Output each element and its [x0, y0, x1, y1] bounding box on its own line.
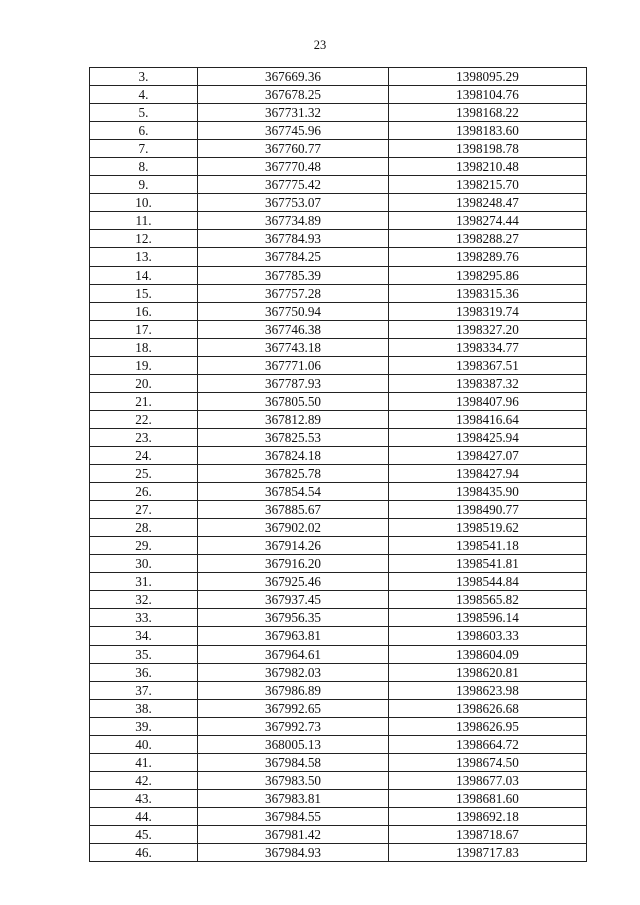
table-row [90, 338, 587, 356]
point-number-cell: 13. [90, 248, 198, 266]
point-number-cell: 23. [90, 428, 198, 446]
y-coordinate-cell: 1398664.72 [389, 735, 587, 753]
y-coordinate-cell: 1398692.18 [389, 807, 587, 825]
point-number-cell: 6. [90, 122, 198, 140]
y-coordinate-cell: 1398319.74 [389, 302, 587, 320]
y-coordinate-cell: 1398289.76 [389, 248, 587, 266]
table-row [90, 771, 587, 789]
x-coordinate-cell: 367983.50 [198, 771, 389, 789]
table-row [90, 230, 587, 248]
x-coordinate-cell: 367750.94 [198, 302, 389, 320]
table-row [90, 789, 587, 807]
table-row [90, 483, 587, 501]
x-coordinate-cell: 367914.26 [198, 537, 389, 555]
x-coordinate-cell: 367678.25 [198, 86, 389, 104]
x-coordinate-cell: 367825.53 [198, 428, 389, 446]
table-row [90, 392, 587, 410]
y-coordinate-cell: 1398565.82 [389, 591, 587, 609]
table-row [90, 663, 587, 681]
y-coordinate-cell: 1398334.77 [389, 338, 587, 356]
x-coordinate-cell: 367854.54 [198, 483, 389, 501]
x-coordinate-cell: 367746.38 [198, 320, 389, 338]
point-number-cell: 27. [90, 501, 198, 519]
y-coordinate-cell: 1398541.81 [389, 555, 587, 573]
x-coordinate-cell: 368005.13 [198, 735, 389, 753]
table-row [90, 609, 587, 627]
table-row [90, 212, 587, 230]
x-coordinate-cell: 367775.42 [198, 176, 389, 194]
x-coordinate-cell: 367825.78 [198, 465, 389, 483]
y-coordinate-cell: 1398295.86 [389, 266, 587, 284]
y-coordinate-cell: 1398674.50 [389, 753, 587, 771]
table-row [90, 248, 587, 266]
y-coordinate-cell: 1398315.36 [389, 284, 587, 302]
point-number-cell: 28. [90, 519, 198, 537]
x-coordinate-cell: 367743.18 [198, 338, 389, 356]
x-coordinate-cell: 367669.36 [198, 68, 389, 86]
table-row [90, 627, 587, 645]
y-coordinate-cell: 1398626.68 [389, 699, 587, 717]
y-coordinate-cell: 1398183.60 [389, 122, 587, 140]
x-coordinate-cell: 367992.73 [198, 717, 389, 735]
table-row [90, 537, 587, 555]
table-row [90, 68, 587, 86]
table-row [90, 122, 587, 140]
y-coordinate-cell: 1398095.29 [389, 68, 587, 86]
y-coordinate-cell: 1398603.33 [389, 627, 587, 645]
coordinates-table-body [90, 68, 587, 862]
point-number-cell: 44. [90, 807, 198, 825]
x-coordinate-cell: 367731.32 [198, 104, 389, 122]
table-row [90, 555, 587, 573]
table-row [90, 501, 587, 519]
y-coordinate-cell: 1398620.81 [389, 663, 587, 681]
table-row [90, 735, 587, 753]
table-row [90, 645, 587, 663]
y-coordinate-cell: 1398544.84 [389, 573, 587, 591]
y-coordinate-cell: 1398327.20 [389, 320, 587, 338]
point-number-cell: 39. [90, 717, 198, 735]
point-number-cell: 18. [90, 338, 198, 356]
table-row [90, 266, 587, 284]
point-number-cell: 42. [90, 771, 198, 789]
table-row [90, 356, 587, 374]
y-coordinate-cell: 1398623.98 [389, 681, 587, 699]
table-row [90, 158, 587, 176]
y-coordinate-cell: 1398541.18 [389, 537, 587, 555]
point-number-cell: 43. [90, 789, 198, 807]
point-number-cell: 4. [90, 86, 198, 104]
x-coordinate-cell: 367937.45 [198, 591, 389, 609]
x-coordinate-cell: 367771.06 [198, 356, 389, 374]
x-coordinate-cell: 367984.55 [198, 807, 389, 825]
page-number: 23 [313, 38, 327, 52]
table-row [90, 140, 587, 158]
point-number-cell: 32. [90, 591, 198, 609]
table-row [90, 446, 587, 464]
y-coordinate-cell: 1398677.03 [389, 771, 587, 789]
y-coordinate-cell: 1398604.09 [389, 645, 587, 663]
y-coordinate-cell: 1398718.67 [389, 825, 587, 843]
x-coordinate-cell: 367916.20 [198, 555, 389, 573]
point-number-cell: 29. [90, 537, 198, 555]
x-coordinate-cell: 367784.25 [198, 248, 389, 266]
y-coordinate-cell: 1398248.47 [389, 194, 587, 212]
table-row [90, 302, 587, 320]
y-coordinate-cell: 1398210.48 [389, 158, 587, 176]
point-number-cell: 26. [90, 483, 198, 501]
point-number-cell: 7. [90, 140, 198, 158]
x-coordinate-cell: 367984.58 [198, 753, 389, 771]
point-number-cell: 45. [90, 825, 198, 843]
point-number-cell: 24. [90, 446, 198, 464]
y-coordinate-cell: 1398626.95 [389, 717, 587, 735]
table-row [90, 320, 587, 338]
point-number-cell: 15. [90, 284, 198, 302]
table-row [90, 465, 587, 483]
table-row [90, 410, 587, 428]
x-coordinate-cell: 367753.07 [198, 194, 389, 212]
y-coordinate-cell: 1398367.51 [389, 356, 587, 374]
x-coordinate-cell: 367824.18 [198, 446, 389, 464]
x-coordinate-cell: 367787.93 [198, 374, 389, 392]
point-number-cell: 33. [90, 609, 198, 627]
x-coordinate-cell: 367956.35 [198, 609, 389, 627]
table-row [90, 519, 587, 537]
y-coordinate-cell: 1398104.76 [389, 86, 587, 104]
x-coordinate-cell: 367964.61 [198, 645, 389, 663]
x-coordinate-cell: 367784.93 [198, 230, 389, 248]
y-coordinate-cell: 1398416.64 [389, 410, 587, 428]
point-number-cell: 30. [90, 555, 198, 573]
y-coordinate-cell: 1398596.14 [389, 609, 587, 627]
point-number-cell: 40. [90, 735, 198, 753]
x-coordinate-cell: 367986.89 [198, 681, 389, 699]
table-row [90, 699, 587, 717]
y-coordinate-cell: 1398425.94 [389, 428, 587, 446]
y-coordinate-cell: 1398215.70 [389, 176, 587, 194]
y-coordinate-cell: 1398198.78 [389, 140, 587, 158]
table-row [90, 573, 587, 591]
table-row [90, 825, 587, 843]
y-coordinate-cell: 1398168.22 [389, 104, 587, 122]
point-number-cell: 35. [90, 645, 198, 663]
x-coordinate-cell: 367812.89 [198, 410, 389, 428]
table-row [90, 844, 587, 862]
point-number-cell: 3. [90, 68, 198, 86]
point-number-cell: 22. [90, 410, 198, 428]
y-coordinate-cell: 1398435.90 [389, 483, 587, 501]
y-coordinate-cell: 1398387.32 [389, 374, 587, 392]
y-coordinate-cell: 1398519.62 [389, 519, 587, 537]
point-number-cell: 37. [90, 681, 198, 699]
y-coordinate-cell: 1398490.77 [389, 501, 587, 519]
x-coordinate-cell: 367981.42 [198, 825, 389, 843]
point-number-cell: 41. [90, 753, 198, 771]
x-coordinate-cell: 367925.46 [198, 573, 389, 591]
x-coordinate-cell: 367757.28 [198, 284, 389, 302]
table-row [90, 86, 587, 104]
x-coordinate-cell: 367982.03 [198, 663, 389, 681]
table-row [90, 374, 587, 392]
table-row [90, 428, 587, 446]
x-coordinate-cell: 367785.39 [198, 266, 389, 284]
point-number-cell: 8. [90, 158, 198, 176]
x-coordinate-cell: 367984.93 [198, 844, 389, 862]
point-number-cell: 19. [90, 356, 198, 374]
table-row [90, 807, 587, 825]
point-number-cell: 31. [90, 573, 198, 591]
y-coordinate-cell: 1398427.07 [389, 446, 587, 464]
x-coordinate-cell: 367885.67 [198, 501, 389, 519]
y-coordinate-cell: 1398717.83 [389, 844, 587, 862]
point-number-cell: 25. [90, 465, 198, 483]
point-number-cell: 14. [90, 266, 198, 284]
point-number-cell: 16. [90, 302, 198, 320]
y-coordinate-cell: 1398681.60 [389, 789, 587, 807]
point-number-cell: 11. [90, 212, 198, 230]
y-coordinate-cell: 1398407.96 [389, 392, 587, 410]
table-row [90, 176, 587, 194]
table-row [90, 591, 587, 609]
x-coordinate-cell: 367992.65 [198, 699, 389, 717]
table-row [90, 717, 587, 735]
point-number-cell: 12. [90, 230, 198, 248]
point-number-cell: 21. [90, 392, 198, 410]
table-row [90, 104, 587, 122]
point-number-cell: 9. [90, 176, 198, 194]
point-number-cell: 36. [90, 663, 198, 681]
x-coordinate-cell: 367983.81 [198, 789, 389, 807]
y-coordinate-cell: 1398288.27 [389, 230, 587, 248]
point-number-cell: 10. [90, 194, 198, 212]
x-coordinate-cell: 367760.77 [198, 140, 389, 158]
point-number-cell: 38. [90, 699, 198, 717]
table-row [90, 681, 587, 699]
x-coordinate-cell: 367734.89 [198, 212, 389, 230]
y-coordinate-cell: 1398427.94 [389, 465, 587, 483]
y-coordinate-cell: 1398274.44 [389, 212, 587, 230]
x-coordinate-cell: 367745.96 [198, 122, 389, 140]
table-row [90, 753, 587, 771]
x-coordinate-cell: 367963.81 [198, 627, 389, 645]
table-row [90, 194, 587, 212]
x-coordinate-cell: 367770.48 [198, 158, 389, 176]
point-number-cell: 5. [90, 104, 198, 122]
point-number-cell: 34. [90, 627, 198, 645]
point-number-cell: 17. [90, 320, 198, 338]
x-coordinate-cell: 367805.50 [198, 392, 389, 410]
point-number-cell: 20. [90, 374, 198, 392]
x-coordinate-cell: 367902.02 [198, 519, 389, 537]
point-number-cell: 46. [90, 844, 198, 862]
coordinates-table [89, 67, 587, 862]
table-row [90, 284, 587, 302]
